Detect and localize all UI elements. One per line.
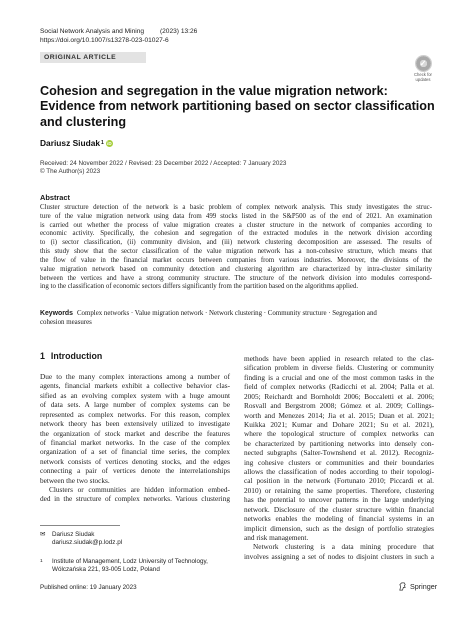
text-line: field of complex networks (Radicchi et al. 2004; Palla et al. xyxy=(244,382,434,392)
abstract-line: to (i) sector classification, (ii) community division, and (iii) network clustering decomposition are assessed. The results of xyxy=(40,239,432,247)
keywords-label: Keywords xyxy=(40,310,73,317)
abstract-line: value migration network based on community detection and clustering algorithm are characterized by intra-cluster similarity xyxy=(40,265,432,273)
affiliation-line: Institute of Management, Lodz University of Technology, xyxy=(52,558,208,565)
text-line: and risk management. xyxy=(244,533,309,543)
text-line: networks enables the modeling of financial systems in an xyxy=(244,514,434,524)
affiliation-line: Wólczańska 221, 93-005 Lodz, Poland xyxy=(52,566,160,574)
abstract-line: this study show that the sector classification of the value migration network has a non-cohesive structure, which means that xyxy=(40,248,432,256)
abstract-line: Cluster structure detection of the network is a basic problem of complex network analysis. This study investigates the struc- xyxy=(40,204,432,211)
keywords xyxy=(40,310,432,327)
publisher-name: Springer xyxy=(410,582,438,591)
affiliation-marker: 1 xyxy=(40,559,43,564)
abstract-line: ing to the classification of economic sectors differs significantly from the partition based on the algorithms applied. xyxy=(40,283,359,291)
text-line: methods have been applied in research related to the clas- xyxy=(244,354,434,363)
abstract-line: economic activity. Specifically, the cohesion and segregation of the extracted modules in the network division according xyxy=(40,230,432,238)
text-line: nected subgraphs (Salter-Townshend et al. 2012). Recogniz- xyxy=(244,448,434,458)
correspondence-email[interactable]: dariusz.siudak@p.lodz.pl xyxy=(52,539,123,547)
footnote-divider xyxy=(40,525,120,526)
abstract-body xyxy=(40,204,432,292)
right-column-text xyxy=(244,354,434,561)
correspondence-name: Dariusz Siudak xyxy=(52,531,95,538)
text-line: ded in the structure of complex networks. Various clustering xyxy=(40,494,230,504)
text-line: finding is a crucial and one of the most common tasks in the xyxy=(244,372,434,382)
affiliation-note xyxy=(40,558,208,574)
journal-issue: (2023) 13:26 xyxy=(159,28,198,35)
text-line: implicit dimension, such as the design of portfolio strategies xyxy=(244,523,434,533)
title-line: Cohesion and segregation in the value migration network: xyxy=(40,84,388,98)
abstract-line: ture of the value migration network using data from 499 stocks listed in the S&P500 as of the end of 2021. An examination xyxy=(40,212,432,220)
text-line: 2010) or retaining the same properties. Therefore, clustering xyxy=(244,485,434,495)
text-line: be characterized by partitioning networks into densely con- xyxy=(244,438,434,448)
text-line: Clusters or communities are hidden information embed- xyxy=(49,485,230,495)
published-online: Published online: 19 January 2023 xyxy=(40,584,137,591)
history-dates: Received: 24 November 2022 / Revised: 23 December 2022 / Accepted: 7 January 2023 xyxy=(40,160,287,167)
abstract-heading: Abstract xyxy=(40,193,70,202)
correspondence-note xyxy=(40,531,122,547)
text-line: of financial market networks. In the case of the complex xyxy=(40,437,230,447)
abstract-line: is carried out whether the process of value migration creates a cluster structure in the network of companies according to xyxy=(40,221,432,229)
keywords-list-cont: cohesion measures xyxy=(40,318,92,326)
left-column-text xyxy=(40,372,230,504)
article-dates xyxy=(40,160,286,177)
copyright-line: © The Author(s) 2023 xyxy=(40,168,101,176)
text-line: allows the classification of nodes according to their topologi- xyxy=(244,467,434,477)
text-line: connecting a pair of vertices denote the interrelationships xyxy=(40,466,230,476)
springer-horse-icon xyxy=(398,582,407,591)
article-title xyxy=(40,84,435,130)
text-line: network consists of vertices denoting stocks, and the edges xyxy=(40,456,230,466)
author-affil-marker: 1 xyxy=(101,140,104,146)
abstract-line: the flow of value in the financial market occurs between companies from various industries. Moreover, the divisions of the xyxy=(40,256,432,264)
text-line: Network clustering is a data mining procedure that xyxy=(253,542,434,552)
text-line: where the topological structure of complex networks can xyxy=(244,429,434,439)
text-line: organization of a set of financial time series, the complex xyxy=(40,447,230,457)
title-line: and clustering xyxy=(40,114,127,129)
publisher-logo[interactable] xyxy=(398,582,437,591)
article-type-label: ORIGINAL ARTICLE xyxy=(40,52,146,63)
envelope-icon: ✉ xyxy=(40,531,46,538)
doi-link[interactable]: https://doi.org/10.1007/s13278-023-01027-6 xyxy=(40,36,169,44)
section-number: 1 xyxy=(40,351,45,361)
text-line: the organization of stock market and describe the features xyxy=(40,428,230,438)
journal-name: Social Network Analysis and Mining xyxy=(40,28,145,35)
text-line: between the two stocks. xyxy=(40,475,110,485)
text-line: has the potential to uncover patterns in the large underlying xyxy=(244,495,434,505)
text-line: 2005; Reichardt and Bornholdt 2006; Boccaletti et al. 2006; xyxy=(244,391,434,401)
text-line: sification problem in diverse fields. Clustering or community xyxy=(244,363,434,373)
check-for-updates-badge[interactable] xyxy=(410,55,436,82)
text-line: sified as an evolving complex system with a huge amount xyxy=(40,390,230,400)
text-line: ing cohesive clusters or communities and their boundaries xyxy=(244,457,434,467)
text-line: Rosvall and Bergstrom 2008; Gómez et al. 2009; Collings- xyxy=(244,401,434,411)
text-line: of data sets. A large number of complex systems can be xyxy=(40,400,230,410)
text-line: cal position in the network (Fortunato 2010; Piccardi et al. xyxy=(244,476,434,486)
section-title: Introduction xyxy=(50,351,103,361)
title-line: Evidence from network partitioning based on sector classification xyxy=(40,99,435,114)
text-line: worth and Menezes 2014; Jia et al. 2015; Duan et al. 2021; xyxy=(244,410,434,420)
journal-header xyxy=(40,28,197,45)
check-updates-label: Check for updates xyxy=(414,72,432,82)
text-line: network. Disclosure of the cluster structure within financial xyxy=(244,504,434,514)
abstract-line: between the vertices and have a strong community structure. The structure of the network division into modules correspond- xyxy=(40,274,432,282)
text-line: Kuikka 2021; Kumar and Dohare 2021; Su et al. 2021), xyxy=(244,419,434,429)
check-updates-icon: ✓ xyxy=(415,55,432,72)
keywords-list: Complex networks · Value migration network · Network clustering · Community structure · Segregation and xyxy=(76,310,377,317)
author-line xyxy=(40,138,113,148)
text-line: Due to the many complex interactions among a number of xyxy=(40,372,230,381)
orcid-icon[interactable]: iD xyxy=(107,140,112,146)
author-name[interactable]: Dariusz Siudak xyxy=(40,138,101,148)
text-line: involves assigning a set of nodes to disjoint clusters in such a xyxy=(244,551,434,561)
section-heading xyxy=(40,351,102,361)
text-line: network theory has been extensively utilized to investigate xyxy=(40,419,230,429)
text-line: represented as complex networks. For this reason, complex xyxy=(40,409,230,419)
text-line: agents, financial markets exhibit a collective behavior clas- xyxy=(40,381,230,391)
